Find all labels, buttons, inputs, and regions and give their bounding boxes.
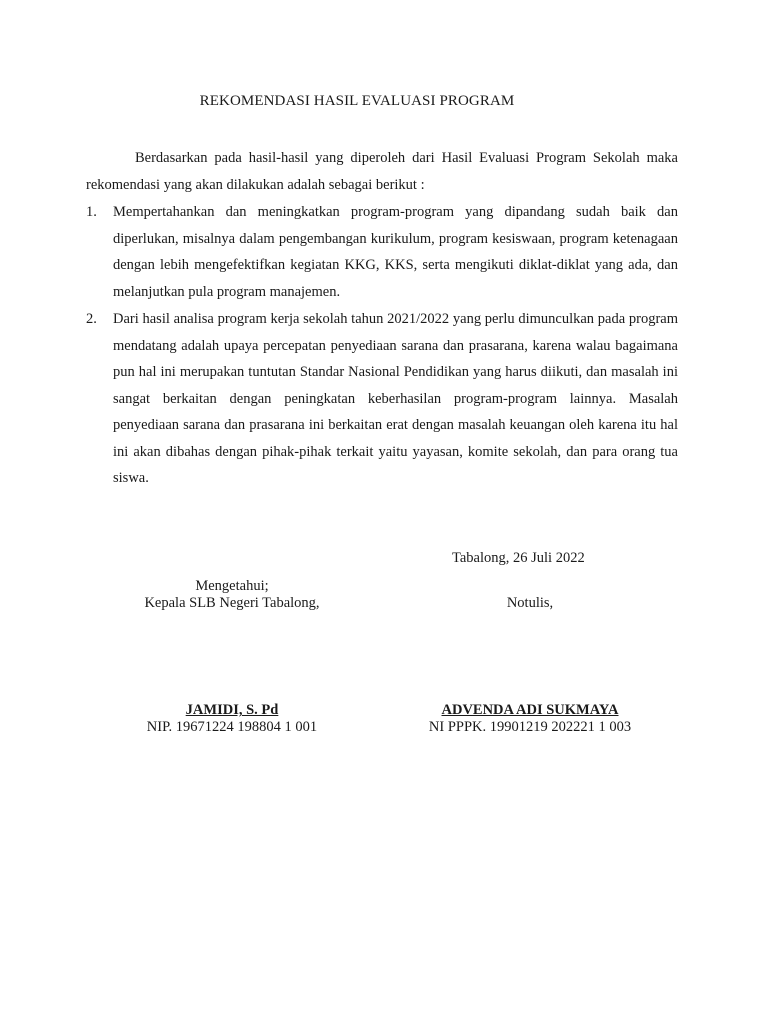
list-item bbox=[86, 199, 678, 305]
right-signer-id: NI PPPK. 19901219 202221 1 003 bbox=[428, 719, 632, 735]
acknowledge-label: Mengetahui; bbox=[195, 578, 269, 594]
left-signer-role: Kepala SLB Negeri Tabalong, bbox=[144, 595, 320, 611]
left-signature-header bbox=[112, 578, 352, 612]
recommendation-list bbox=[86, 199, 678, 493]
item-text: Mempertahankan dan meningkatkan program-program yang dipandang sudah baik dan diperlukan, misalnya dalam pengembangan kurikulum, program kesiswaan, program ketenagaan dengan lebih mengefektifkan kegiatan KKG, KKS, serta mengikuti diklat-diklat yang ada, dan melanjutkan pula program manajemen. bbox=[113, 204, 678, 300]
place-date: Tabalong, 26 Juli 2022 bbox=[452, 550, 585, 566]
right-signature-footer bbox=[410, 702, 650, 736]
right-signature-header bbox=[410, 595, 650, 612]
left-signature-footer bbox=[112, 702, 352, 736]
item-number: 1. bbox=[86, 204, 97, 220]
document-title: REKOMENDASI HASIL EVALUASI PROGRAM bbox=[199, 93, 515, 109]
right-signer-role: Notulis, bbox=[506, 595, 554, 611]
list-item bbox=[86, 306, 678, 492]
left-signer-id: NIP. 19671224 198804 1 001 bbox=[146, 719, 318, 735]
item-text: Dari hasil analisa program kerja sekolah tahun 2021/2022 yang perlu dimunculkan pada program mendatang adalah upaya percepatan penyediaan sarana dan prasarana, karena walau bagaimana pun hal ini merupakan tuntutan Standar Nasional Pendidikan yang harus diikuti, dan masalah ini sangat berkaitan dengan peningkatan keberhasilan program-program lainnya. Masalah penyediaan sarana dan prasarana ini berkaitan erat dengan masalah keuangan oleh karena itu hal ini akan dibahas dengan pihak-pihak terkait yaitu yayasan, komite sekolah, dan para orang tua siswa. bbox=[113, 311, 678, 486]
left-signer-name: JAMIDI, S. Pd bbox=[185, 702, 279, 718]
item-number: 2. bbox=[86, 311, 97, 327]
right-signer-name: ADVENDA ADI SUKMAYA bbox=[441, 702, 619, 718]
intro-paragraph: Berdasarkan pada hasil-hasil yang diperoleh dari Hasil Evaluasi Program Sekolah maka rekomendasi yang akan dilakukan adalah sebagai berikut : bbox=[86, 150, 678, 193]
